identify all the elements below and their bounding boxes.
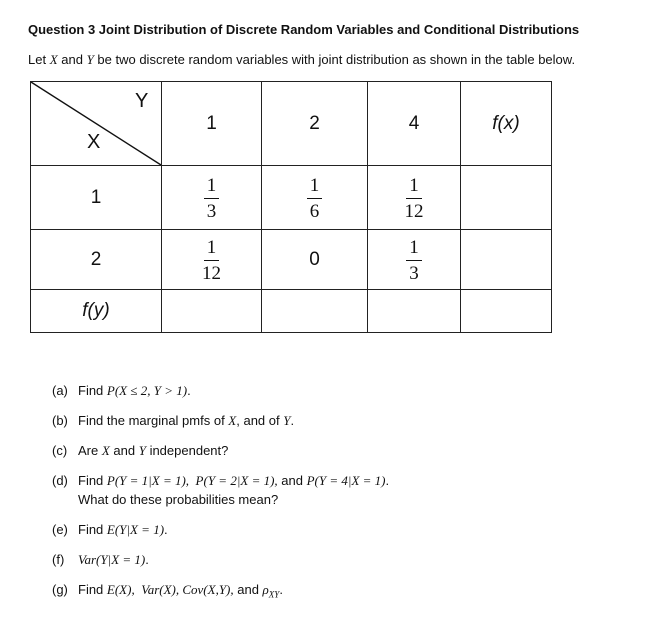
- question-item: (g) Find E(X), Var(X), Cov(X,Y), and $\rho_{XY}$.: [52, 582, 283, 600]
- fy-label: f(y): [31, 290, 162, 333]
- fy-empty-cell: [162, 290, 262, 333]
- x-value-label: 1: [31, 166, 162, 230]
- fx-empty-cell: [461, 230, 552, 290]
- probability-cell: $\frac{1}{12}$: [368, 166, 461, 230]
- probability-cell: $\frac{1}{12}$: [162, 230, 262, 290]
- fx-header: f(x): [461, 82, 552, 166]
- joint-distribution-table: [30, 81, 552, 333]
- question-item: (f) Var(Y|X = 1).: [52, 552, 149, 567]
- y-value-header: 4: [368, 82, 461, 166]
- table-corner-cell: [31, 82, 162, 166]
- x-value-label: 2: [31, 230, 162, 290]
- fy-empty-cell: [262, 290, 368, 333]
- question-item: What do these probabilities mean?: [78, 492, 279, 507]
- question-item: (c) Are X and Y independent?: [52, 443, 229, 458]
- question-item: (b) Find the marginal pmfs of X, and of Y.: [52, 413, 295, 428]
- probability-cell: $\frac{1}{6}$: [262, 166, 368, 230]
- probability-cell: 0: [262, 230, 368, 290]
- y-value-header: 1: [162, 82, 262, 166]
- question-item: (d) Find P(Y = 1|X = 1), P(Y = 2|X = 1), and P(Y = 4|X = 1).: [52, 473, 390, 488]
- probability-cell: $\frac{1}{3}$: [162, 166, 262, 230]
- question-item: (a) Find P(X ≤ 2, Y > 1).: [52, 383, 191, 398]
- intro-sentence: Let X and Y be two discrete random variables with joint distribution as shown in the table below.: [28, 52, 576, 67]
- fy-empty-cell: [461, 290, 552, 333]
- y-value-header: 2: [262, 82, 368, 166]
- x-variable-label: X: [87, 131, 101, 153]
- y-variable-label: Y: [135, 90, 149, 112]
- probability-cell: $\frac{1}{3}$: [368, 230, 461, 290]
- question-item: (e) Find E(Y|X = 1).: [52, 522, 168, 537]
- question-heading: Question 3 Joint Distribution of Discrete Random Variables and Conditional Distributions: [28, 22, 580, 37]
- fx-empty-cell: [461, 166, 552, 230]
- fy-empty-cell: [368, 290, 461, 333]
